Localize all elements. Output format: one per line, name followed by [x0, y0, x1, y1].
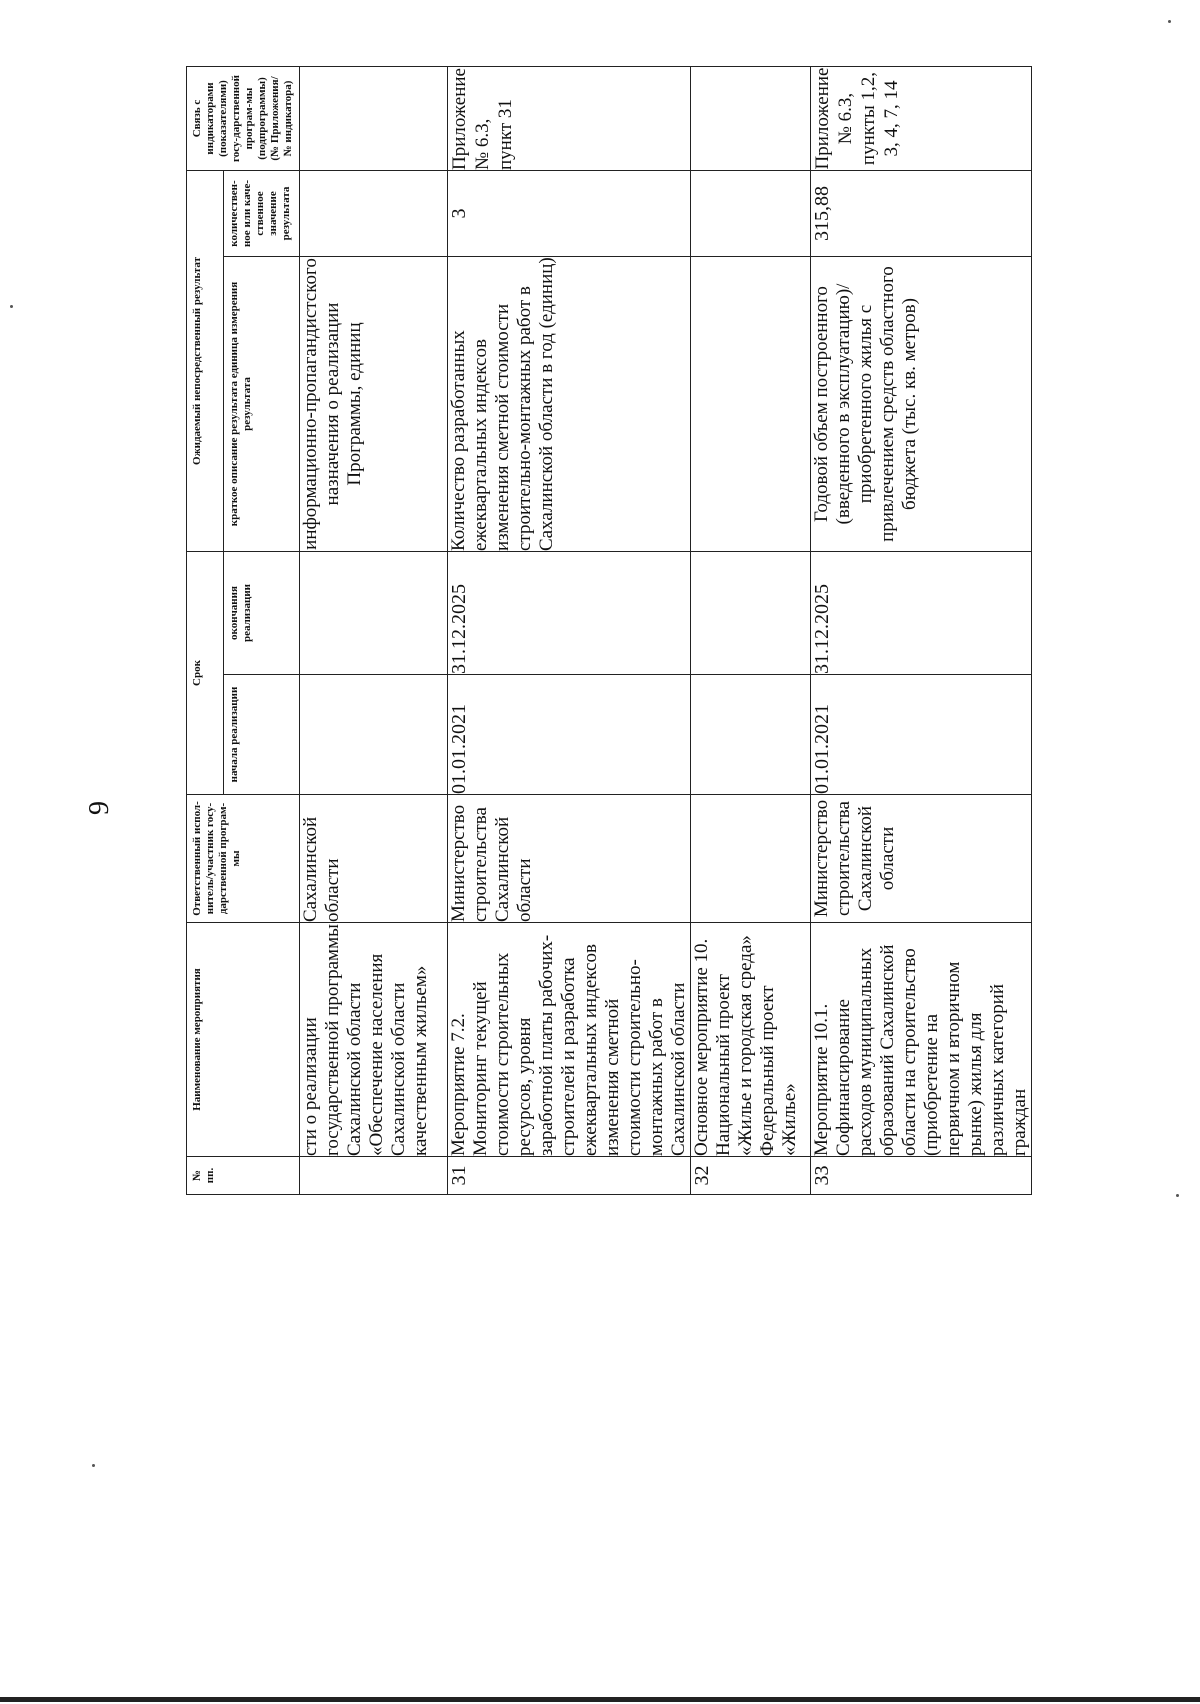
table-row [300, 67, 448, 1195]
row-link [691, 67, 811, 171]
row-end: 31.12.2025 [811, 552, 1032, 675]
row-desc: Количество разработанных ежеквартальных индексов изменения сметной стоимости строительно-монтажных работ в Сахалинской области в год (единиц) [448, 257, 691, 552]
row-end [691, 552, 811, 675]
row-num: 31 [448, 1157, 691, 1195]
row-start [691, 675, 811, 795]
scan-speck [1168, 20, 1171, 23]
row-value: 315,88 [811, 171, 1032, 257]
scan-speck [92, 1464, 95, 1467]
row-desc: информационно-пропагандистского назначения о реализации Программы, единиц [300, 257, 448, 552]
row-name: сти о реализации государственной программы Сахалинской области «Обеспечение населения Сахалинской области качественным жильем» [300, 923, 448, 1157]
row-start: 01.01.2021 [448, 675, 691, 795]
row-value [691, 171, 811, 257]
measures-table [186, 66, 1032, 1195]
header-result: Ожидаемый непосредственный результат [187, 171, 224, 552]
table-row [691, 67, 811, 1195]
row-link: Приложение № 6.3, пункты 1,2, 3, 4, 7, 14 [811, 67, 1032, 171]
header-term-end: окончания реализации [223, 552, 299, 675]
table-row [811, 67, 1032, 1195]
rotated-table-wrapper [186, 67, 1030, 1195]
table-row [448, 67, 691, 1195]
header-result-value: количествен-ное или каче-ственное значение результата [223, 171, 299, 257]
row-end: 31.12.2025 [448, 552, 691, 675]
header-term-start: начала реализации [223, 675, 299, 795]
row-responsible: Министерство строительства Сахалинской области [811, 795, 1032, 923]
scan-edge-line [0, 1697, 1200, 1702]
row-link [300, 67, 448, 171]
row-responsible: Сахалинской области [300, 795, 448, 923]
row-name: Мероприятие 7.2. Мониторинг текущей стоимости строительных ресурсов, уровня заработной платы рабочих-строителей и разработка ежеквартальных индексов изменения сметной стоимости строительно-монтажных работ в Сахалинской области [448, 923, 691, 1157]
row-name: Основное мероприятие 10. Национальный проект «Жилье и городская среда» Федеральный проект «Жилье» [691, 923, 811, 1157]
row-responsible: Министерство строительства Сахалинской области [448, 795, 691, 923]
row-start: 01.01.2021 [811, 675, 1032, 795]
row-desc: Годовой объем построенного (введенного в эксплуатацию)/ приобретенного жилья с привлечением средств областного бюджета (тыс. кв. метров) [811, 257, 1032, 552]
row-end [300, 552, 448, 675]
header-link: Связь с индикаторами (показателями) госу-дарственной програм-мы (подпрограммы) (№ Приложения/№ индикатора) [187, 67, 300, 171]
scan-speck [1176, 1194, 1179, 1197]
header-term: Срок [187, 552, 224, 795]
row-value: 3 [448, 171, 691, 257]
header-result-desc: краткое описание результата единица измерения результата [223, 257, 299, 552]
row-link: Приложение № 6.3, пункт 31 [448, 67, 691, 171]
header-name: Наименование мероприятия [187, 923, 300, 1157]
row-value [300, 171, 448, 257]
header-num: № пп. [187, 1157, 300, 1195]
row-start [300, 675, 448, 795]
row-num: 32 [691, 1157, 811, 1195]
scan-speck [10, 305, 13, 308]
row-desc [691, 257, 811, 552]
row-num: 33 [811, 1157, 1032, 1195]
page-number: 9 [84, 801, 115, 815]
header-responsible: Ответственный испол-нитель/участник госу-дарственной програм-мы [187, 795, 300, 923]
row-num [300, 1157, 448, 1195]
row-responsible [691, 795, 811, 923]
row-name: Мероприятие 10.1. Софинансирование расходов муниципальных образований Сахалинской области на строительство (приобретение на первичном и вторичном рынке) жилья для различных категорий граждан [811, 923, 1032, 1157]
